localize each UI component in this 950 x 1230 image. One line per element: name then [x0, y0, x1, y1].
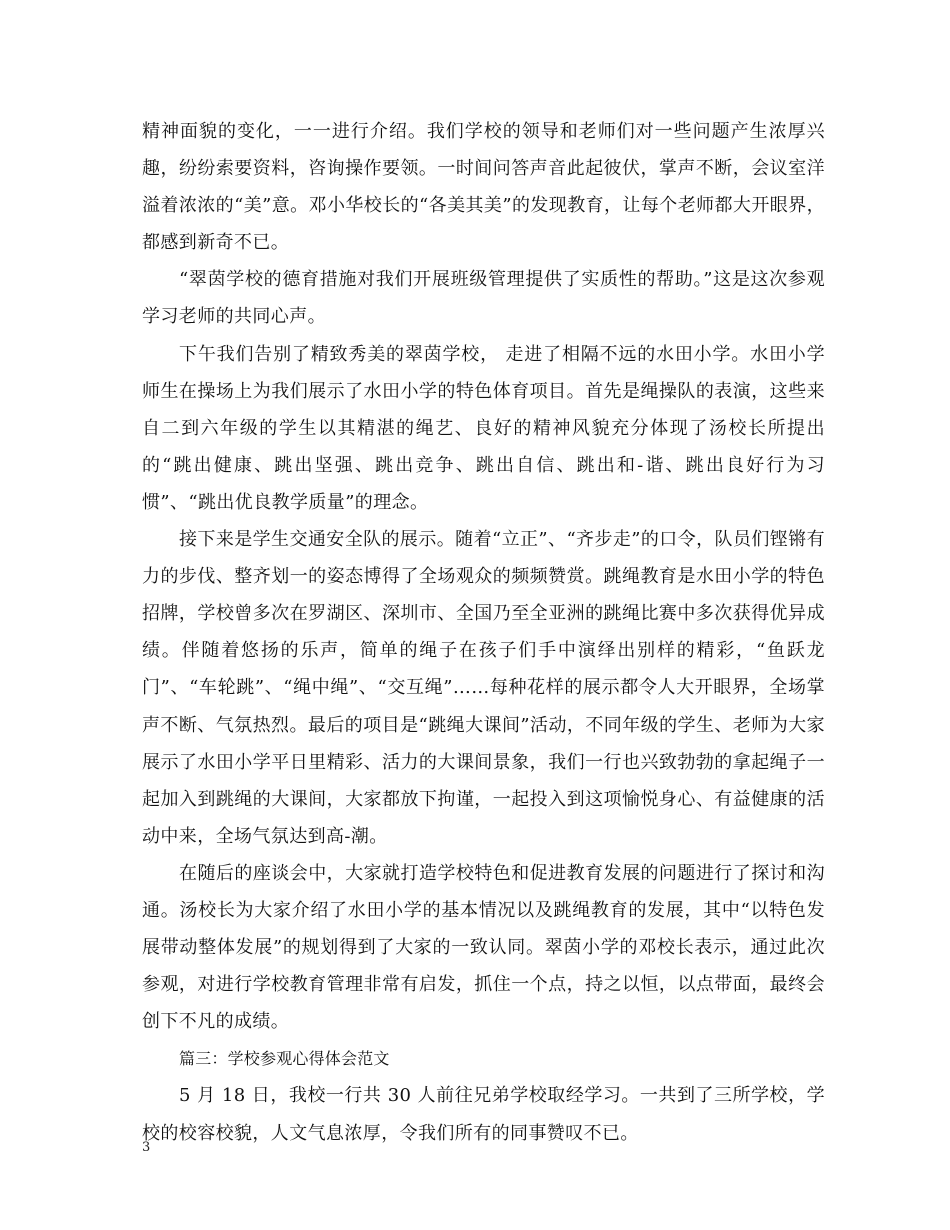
paragraph-traffic-safety-team: 接下来是学生交通安全队的展示。随着“立正”、“齐步走”的口令，队员们铿锵有力的步伐、整齐划一的姿态博得了全场观众的频频赞赏。跳绳教育是水田小学的特色招牌，学校曾多次在罗湖区、深圳市、全国乃至全亚洲的跳绳比赛中多次获得优异成绩。伴随着悠扬的乐声，简单的绳子在孩子们手中演绎出别样的精彩，“鱼跃龙门”、“车轮跳”、“绳中绳”、“交互绳”……每种花样的展示都令人大开眼界，全场掌声不断、气氛热烈。最后的项目是“跳绳大课间”活动，不同年级的学生、老师为大家展示了水田小学平日里精彩、活力的大课间景象，我们一行也兴致勃勃的拿起绳子一起加入到跳绳的大课间，大家都放下拘谨，一起投入到这项愉悦身心、有益健康的活动中来，全场气氛达到高-潮。 [142, 529, 825, 847]
paragraph-shuitian-visit: 下午我们告别了精致秀美的翠茵学校， 走进了相隔不远的水田小学。水田小学师生在操场上为我们展示了水田小学的特色体育项目。首先是绳操队的表演，这些来自二到六年级的学生以其精湛的绳艺、良好的精神风貌充分体现了汤校长所提出的“跳出健康、跳出坚强、跳出竞争、跳出自信、跳出和-谐、跳出良好行为习惯”、“跳出优良教学质量”的理念。 [142, 343, 825, 513]
section-heading: 篇三：学校参观心得体会范文 [179, 1049, 390, 1069]
paragraph-may-18-visit: 5 月 18 日，我校一行共 30 人前往兄弟学校取经学习。一共到了三所学校，学校的校容校貌，人文气息浓厚，令我们所有的同事赞叹不已。 [142, 1085, 825, 1144]
paragraph-discussion-meeting: 在随后的座谈会中，大家就打造学校特色和促进教育发展的问题进行了探讨和沟通。汤校长为大家介绍了水田小学的基本情况以及跳绳教育的发展，其中“以特色发展带动整体发展”的规划得到了大家的一致认同。翠茵小学的邓校长表示，通过此次参观，对进行学校教育管理非常有启发，抓住一个点，持之以恒，以点带面，最终会创下不凡的成绩。 [142, 862, 825, 1033]
document-body [142, 113, 825, 1152]
page-number: 3 [142, 1140, 151, 1155]
paragraph-cuiyin-quote: “翠茵学校的德育措施对我们开展班级管理提供了实质性的帮助。”这是这次参观学习老师的共同心声。 [142, 269, 825, 328]
paragraph-continuation: 精神面貌的变化，一一进行介绍。我们学校的领导和老师们对一些问题产生浓厚兴趣，纷纷索要资料，咨询操作要领。一时间问答声音此起彼伏，掌声不断，会议室洋溢着浓浓的“美”意。邓小华校长的“各美其美”的发现教育，让每个老师都大开眼界，都感到新奇不已。 [142, 121, 825, 254]
